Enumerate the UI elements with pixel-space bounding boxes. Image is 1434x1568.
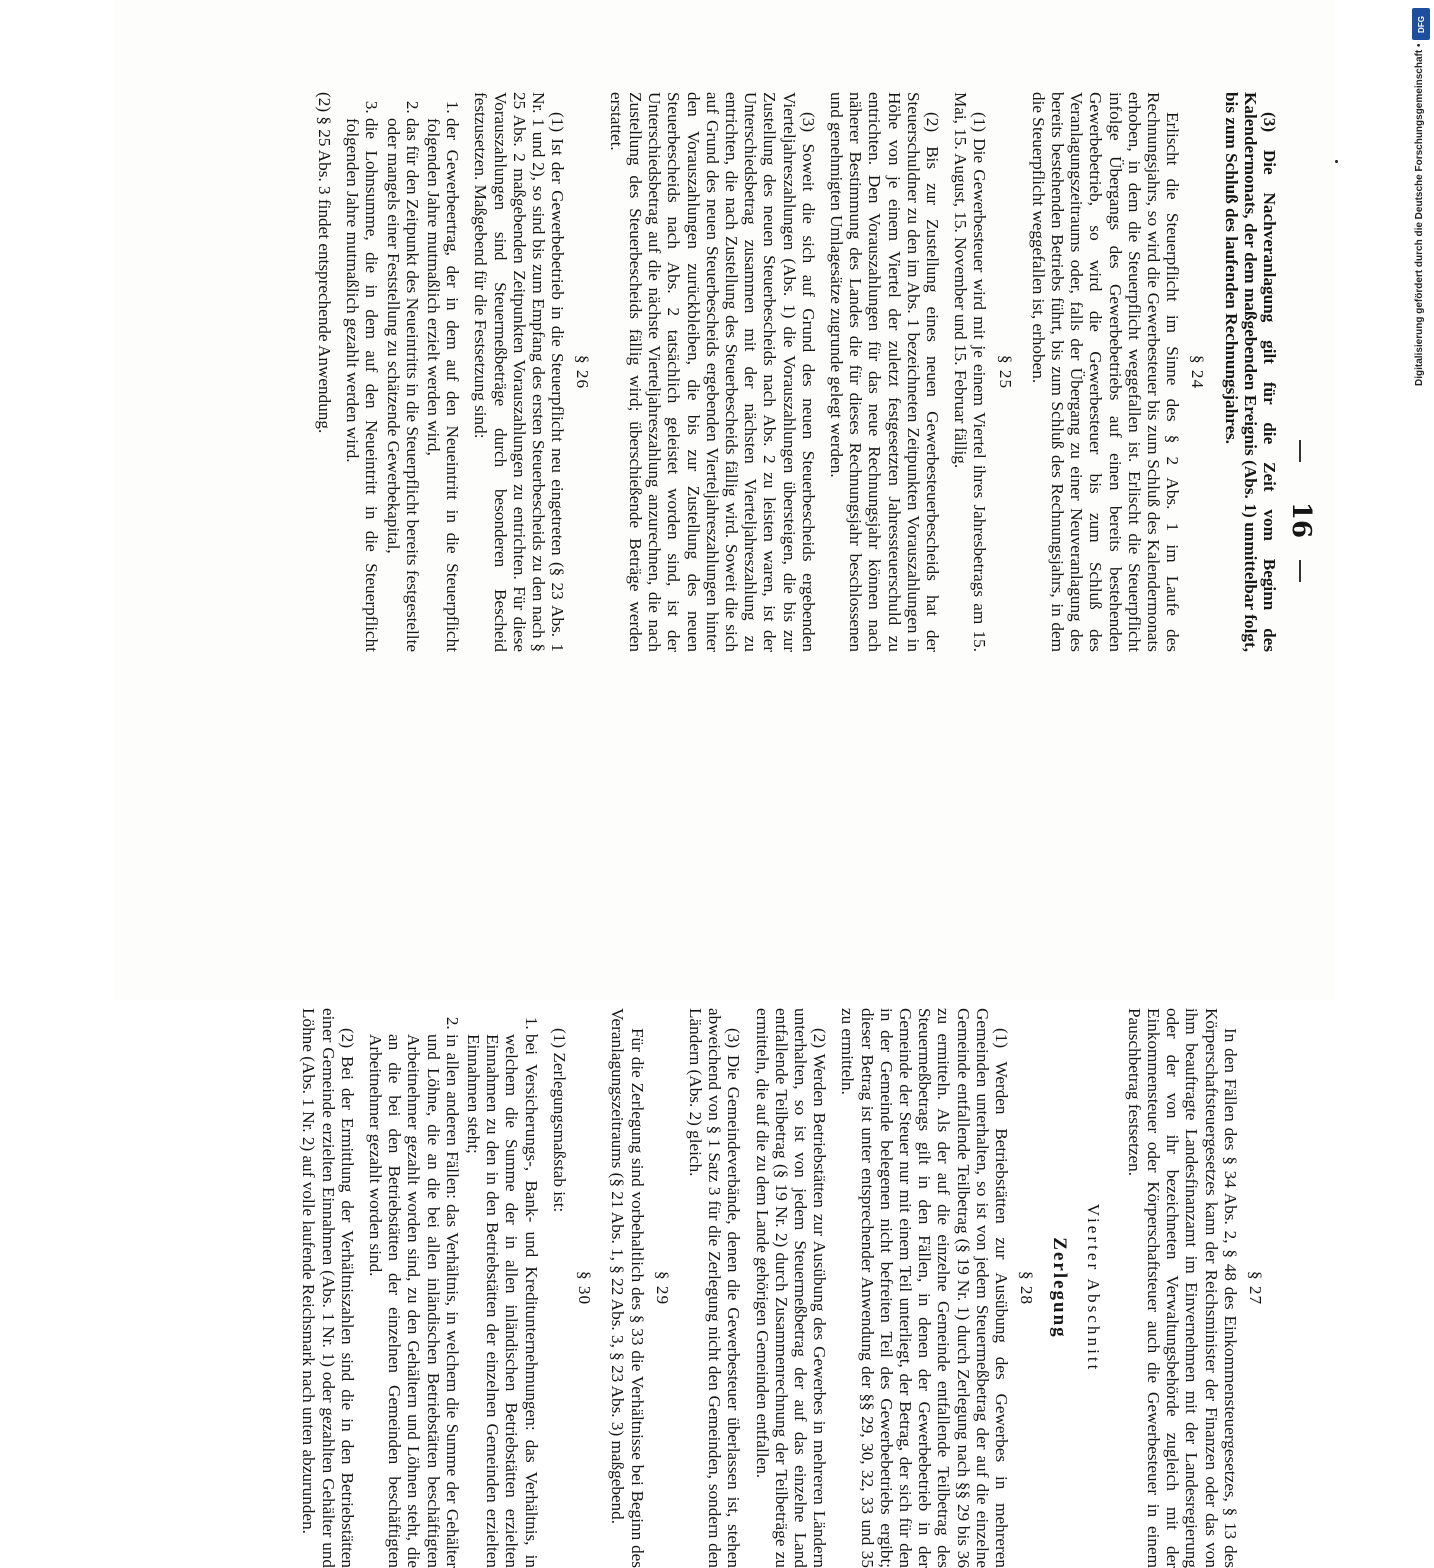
list-item: 1. bei Versicherungs-, Bank- und Kreditunternehmungen: das Verhältnis, in welchem die Summe der in allen inländischen Betriebstätten erzielten Einnahmen zu den in den Betriebstätten der einzelnen Gemeinden erzielten Einnahmen steht;: [464, 1034, 541, 1568]
digitization-credit: Digitalisierung gefördert durch die Deutsche Forschungsgemeinschaft •: [1414, 44, 1425, 387]
paragraph-nachveranlagung: (3) Die Nachveranlagung gilt für die Zeit vom Beginn des Kalendermonats, der dem maßgebenden Ereignis (Abs. 1) unmittelbar folgt, bis zum Schluß des laufenden Rechnungsjahres.: [1221, 92, 1279, 652]
header-dash-right: [1300, 560, 1302, 582]
chapter-heading: Vierter Abschnitt: [1083, 1203, 1103, 1373]
page-header: [1279, 0, 1319, 1000]
list-item: 2. das für den Zeitpunkt des Neueintritts in die Steuerpflicht bereits festgestellte oder mangels einer Feststellung zu schätzende Gewerbekapital,: [383, 118, 421, 652]
section-25-paragraph-2: (2) Bis zur Zustellung eines neuen Gewerbesteuerbescheids hat der Steuerschuldner zu den im Abs. 1 bezeichneten Zeitpunkten Vorauszahlungen in Höhe von je einem Viertel der zuletzt festgesetzten Jahressteuerschuld zu entrichten. Den Vorauszahlungen für das neue Rechnungsjahr können nach näherer Bestimmung des Landes die für dieses Rechnungsjahr beschlossenen und genehmigten Umlagesätze zugrunde gelegt werden.: [826, 92, 942, 652]
header-dash-left: [1300, 440, 1302, 462]
list-item: 2. in allen anderen Fällen: das Verhältnis, in welchem die Summe der Gehälter und Löhne, die an die bei allen inländischen Betriebstätten beschäftigten Arbeitnehmer gezahlt worden sind, zu den Gehältern und Löhnen steht, die an die bei den Betriebstätten der einzelnen Gemeinden beschäftigten Arbeitnehmer gezahlt worden sind.: [366, 1034, 462, 1568]
section-heading-26: § 26: [573, 354, 593, 390]
section-30-paragraph-1: (1) Zerlegungsmaßstab ist:: [549, 1028, 569, 1213]
section-24-text: Erlischt die Steuerpflicht im Sinne des § 2 Abs. 1 im Laufe des Rechnungsjahrs, so wird die Gewerbesteuer bis zum Schluß des Kalendermonats erhoben, in dem die Steuerpflicht weggefallen ist. Erlischt die Steuerpflicht infolge Übergangs des Gewerbebetriebs auf einen bereits bestehenden Gewerbebetrieb, so wird die Gewerbesteuer bis zum Schluß des Veranlagungszeitraums oder, falls der Übergang zu einer Neuveranlagung des bereits bestehenden Betriebs führt, bis zum Schluß des Rechnungsjahrs, in dem die Steuerpflicht weggefallen ist, erhoben.: [1028, 92, 1183, 652]
section-30-list: [366, 1008, 541, 1568]
dfg-logo: [1412, 8, 1430, 40]
section-25-paragraph-3: (3) Soweit die sich auf Grund des neuen Steuerbescheids ergebenden Vierteljahreszahlungen (Abs. 1) die Vorauszahlungen übersteigen, die bis zur Zustellung des neuen Steuerbescheids nach Abs. 2 zu leisten waren, ist der Unterschiedsbetrag zusammen mit der nächsten Vierteljahreszahlung zu entrichten, die nach Zustellung des Steuerbescheids fällig wird. Soweit die sich auf Grund des neuen Steuerbescheids ergebenden Vierteljahreszahlungen hinter den Vorauszahlungen zurückbleiben, die bis zur Zustellung des neuen Steuerbescheids nach Abs. 2 tatsächlich geleistet worden sind, ist der Unterschiedsbetrag auf die nächste Vierteljahreszahlung anzurechnen, die nach Zustellung des Steuerbescheids fällig wird; überschießende Beträge werden erstattet.: [606, 92, 818, 652]
section-26-list: [343, 92, 462, 652]
scan-speck: [1335, 160, 1338, 163]
section-28-paragraph-3: (3) Die Gemeindeverbände, denen die Gewerbesteuer überlassen ist, stehen abweichend von § 1 Satz 3 für die Zerlegung nicht den Gemeinden, sondern den Ländern (Abs. 2) gleich.: [685, 1008, 744, 1568]
section-26-paragraph-2: (2) § 25 Abs. 3 findet entsprechende Anwendung.: [315, 92, 335, 434]
section-heading-29: § 29: [652, 1270, 672, 1306]
left-column: [306, 92, 1279, 652]
section-heading-30: § 30: [575, 1270, 595, 1306]
section-27-text: In den Fällen des § 34 Abs. 2, § 48 des Einkommensteuergesetzes, § 13 des Körperschaftsteuergesetzes kann der Reichsminister der Finanzen oder das von ihm beauftragte Landesfinanzamt im Einvernehmen mit der Landesregierung oder der von ihr bezeichneten Verwaltungsbehörde zugleich mit der Einkommensteuer oder Körperschaftsteuer auch die Gewerbesteuer in einem Pauschbetrag festsetzen.: [1124, 1008, 1240, 1568]
list-item: 3. die Lohnsumme, die in dem auf den Neueintritt in die Steuerpflicht folgenden Jahre mutmaßlich gezahlt werden wird.: [343, 118, 381, 652]
section-heading-27: § 27: [1246, 1270, 1265, 1306]
section-heading-24: § 24: [1188, 354, 1208, 390]
chapter-title: Zerlegung: [1049, 1237, 1071, 1339]
rotated-page-content: [115, 0, 1335, 1568]
section-29-text: Für die Zerlegung sind vorbehaltlich des § 33 die Verhältnisse bei Beginn des Veranlagungszeitraums (§ 21 Abs. 1, § 22 Abs. 3, § 23 Abs. 3) maßgebend.: [608, 1008, 647, 1568]
list-item: 1. der Gewerbeertrag, der in dem auf den Neueintritt in die Steuerpflicht folgenden Jahre mutmaßlich erzielt werden wird,: [424, 118, 462, 652]
section-heading-28: § 28: [1017, 1270, 1037, 1306]
section-25-paragraph-1: (1) Die Gewerbesteuer wird mit je einem Viertel ihres Jahresbetrags am 15. Mai, 15. August, 15. November und 15. Februar fällig.: [951, 92, 990, 652]
section-30-paragraph-2: (2) Bei der Ermittlung der Verhältniszahlen sind die in den Betriebstätten einer Gemeinde erzielten Einnahmen (Abs. 1 Nr. 1) oder gezahlten Gehälter und Löhne (Abs. 1 Nr. 2) auf volle laufende Reichsmark nach unten abzurunden.: [299, 1008, 357, 1568]
section-heading-25: § 25: [995, 354, 1015, 390]
right-column: [290, 1008, 1279, 1568]
section-28-paragraph-2: (2) Werden Betriebstätten zur Ausübung des Gewerbes in mehreren Ländern unterhalten, so ist von jedem Steuermeßbetrag der auf das einzelne Land entfallende Teilbetrag (§ 19 Nr. 2) durch Zusammenrechnung der Teilbeträge zu ermitteln, die auf die zu dem Lande gehörigen Gemeinden entfallen.: [752, 1008, 830, 1568]
document-page: [115, 0, 1335, 1568]
section-28-paragraph-1: (1) Werden Betriebstätten zur Ausübung des Gewerbes in mehreren Gemeinden unterhalten, so ist von jedem Steuermeßbetrag der auf die einzelne Gemeinde entfallende Teilbetrag (§ 19 Nr. 1) durch Zerlegung nach §§ 29 bis 36 zu ermitteln. Als der auf die einzelne Gemeinde entfallende Teilbetrag des Steuermeßbetrags gilt in den Fällen, in denen der Gewerbebetrieb in der Gemeinde der Steuer nur mit einem Teil unterliegt, der Betrag, der sich für den in der Gemeinde belegenen nicht befreiten Teil des Gewerbebetriebs ergibt; dieser Betrag ist unter entsprechender Anwendung der §§ 29, 30, 32, 33 und 35 zu ermitteln.: [838, 1008, 1011, 1568]
page-number: 16: [1286, 501, 1316, 539]
section-26-paragraph-1: (1) Ist der Gewerbebetrieb in die Steuerpflicht neu eingetreten (§ 23 Abs. 1 Nr. 1 und 2), so sind bis zum Empfang des ersten Steuerbescheids zu den nach § 25 Abs. 2 maßgebenden Zeitpunkten Vorauszahlungen zu entrichten. Für diese Vorauszahlungen sind Steuermeßbeträge durch besonderen Bescheid festzusetzen. Maßgebend für die Festsetzung sind:: [471, 92, 568, 652]
dfg-logo-text: DFG: [1416, 15, 1426, 33]
